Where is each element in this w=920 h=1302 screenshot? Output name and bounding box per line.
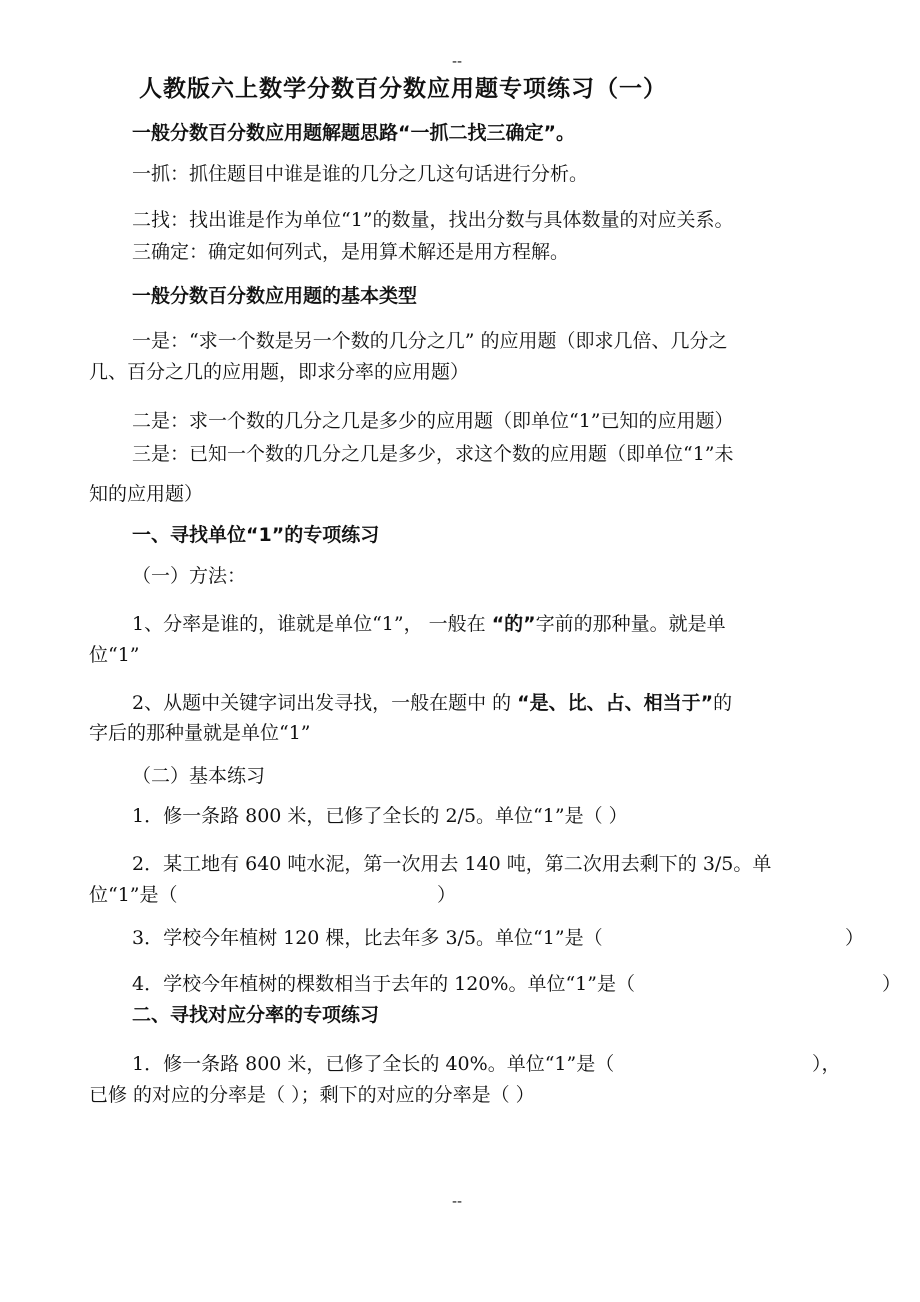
method-1-line-1 — [132, 612, 726, 636]
question-2-line-2 — [89, 883, 457, 907]
method-2-bold: “是、比、占、相当于” — [517, 692, 714, 714]
footer-mark: -- — [452, 1194, 463, 1210]
method-heading: （一）方法： — [132, 565, 247, 587]
type-1-line-1: 一是：“求一个数是另一个数的几分之几” 的应用题（即求几倍、几分之 — [132, 330, 728, 352]
type-3-line-1: 三是：已知一个数的几分之几是多少，求这个数的应用题（即单位“1”未 — [132, 443, 734, 465]
type-3-line-2: 知的应用题） — [89, 483, 204, 505]
question-2-text: 位“1”是（ — [89, 884, 178, 906]
section-1-heading: 一、寻找单位“1”的专项练习 — [132, 524, 380, 546]
type-1-line-2: 几、百分之几的应用题，即求分率的应用题） — [89, 361, 470, 383]
approach-step-2: 二找：找出谁是作为单位“1”的数量，找出分数与具体数量的对应关系。 — [132, 209, 734, 231]
approach-step-3: 三确定：确定如何列式，是用算术解还是用方程解。 — [132, 241, 570, 263]
question-3-text: 3．学校今年植树 120 棵，比去年多 3/5。单位“1”是（ — [132, 927, 603, 949]
s2-question-1-close-paren: ）， — [812, 1053, 841, 1075]
page-title: 人教版六上数学分数百分数应用题专项练习（一） — [139, 76, 667, 102]
s2-question-1-line-2: 已修 的对应的分率是（ ）；剩下的对应的分率是（ ） — [89, 1084, 535, 1106]
question-3-close-paren: ） — [845, 927, 865, 949]
type-2: 二是：求一个数的几分之几是多少的应用题（即单位“1”已知的应用题） — [132, 410, 734, 432]
method-1-bold: “的” — [491, 613, 536, 635]
header-mark: -- — [452, 54, 463, 70]
s2-question-1-text: 1．修一条路 800 米，已修了全长的 40%。单位“1”是（ — [132, 1053, 615, 1075]
method-2-line-1 — [132, 691, 732, 715]
section-2-heading: 二、寻找对应分率的专项练习 — [132, 1004, 380, 1026]
method-1-text-b: 字前的那种量。就是单 — [535, 613, 726, 635]
question-2-line-1: 2．某工地有 640 吨水泥，第一次用去 140 吨，第二次用去剩下的 3/5。单 — [132, 853, 772, 875]
method-2-text-b: 的 — [713, 692, 733, 714]
approach-heading: 一般分数百分数应用题解题思路“一抓二找三确定”。 — [132, 122, 575, 144]
method-1-line-2: 位“1” — [89, 644, 140, 666]
s2-question-1-line-1 — [132, 1052, 841, 1076]
question-4-close-paren: ） — [882, 973, 902, 995]
method-2-line-2: 字后的那种量就是单位“1” — [89, 722, 311, 744]
question-4 — [132, 972, 902, 996]
question-2-close-paren: ） — [437, 884, 457, 906]
types-heading: 一般分数百分数应用题的基本类型 — [132, 285, 418, 307]
question-4-text: 4．学校今年植树的棵数相当于去年的 120%。单位“1”是（ — [132, 973, 635, 995]
approach-step-1: 一抓：抓住题目中谁是谁的几分之几这句话进行分析。 — [132, 163, 589, 185]
question-3 — [132, 926, 865, 950]
question-1: 1．修一条路 800 米，已修了全长的 2/5。单位“1”是（ ） — [132, 805, 628, 827]
method-2-text-a: 2、从题中关键字词出发寻找，一般在题中 的 — [132, 692, 518, 714]
practice-heading: （二）基本练习 — [132, 765, 266, 787]
method-1-text-a: 1、分率是谁的，谁就是单位“1”， 一般在 — [132, 613, 492, 635]
